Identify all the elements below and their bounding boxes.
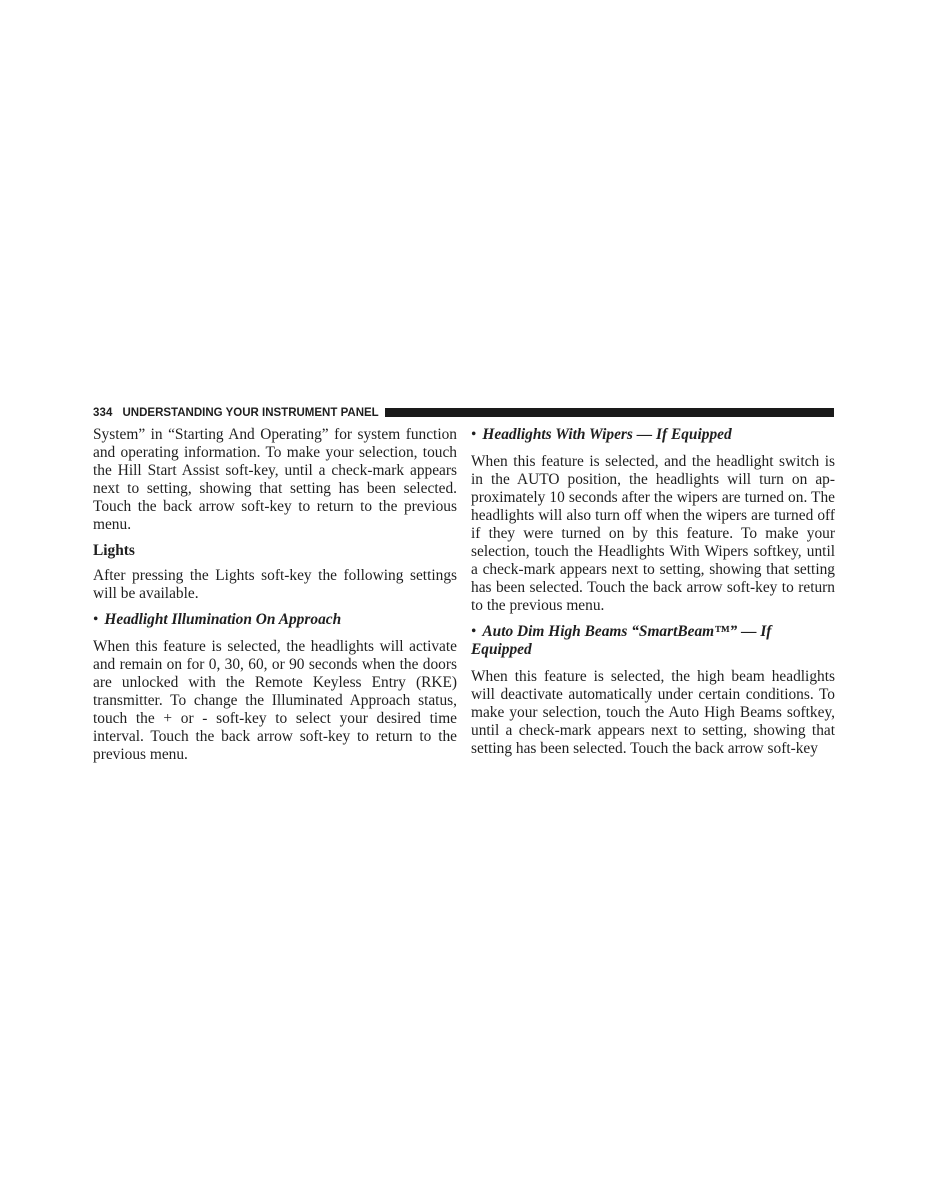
page-number: 334 (93, 407, 113, 419)
bullet-headlights-with-wipers (471, 426, 835, 444)
paragraph-headlight-illumination: When this feature is selected, the headlights will activate and remain on for 0, 30, 60, or 90 seconds when the doors are unlocked with the Remote Keyless Entry (RKE) transmitter. To change the Illuminated Approach status, touch the + or - soft-key to select your desired time interval. Touch the back arrow soft-key to return to the previous menu. (93, 638, 457, 763)
bullet-title: Headlights With Wipers — If Equipped (482, 426, 732, 443)
bullet-headlight-illumination (93, 611, 457, 629)
paragraph-lights-intro: After pressing the Lights soft-key the following settings will be available. (93, 567, 457, 602)
bullet-icon: • (93, 611, 99, 628)
lights-heading: Lights (93, 542, 135, 559)
bullet-title: Headlight Illumination On Approach (104, 611, 342, 628)
right-column (471, 426, 835, 766)
page-header (93, 404, 834, 422)
bullet-title: Auto Dim High Beams “SmartBeam™” — If Equipped (471, 623, 772, 658)
bullet-auto-dim-high-beams (471, 623, 835, 659)
paragraph-hill-start-continued: System” in “Starting And Operating” for system function and operating information. To make your selection, touch the Hill Start Assist soft-key, until a check-mark appears next to setting, showing that setting has been selected. Touch the back arrow soft-key to return to the previous menu. (93, 426, 457, 533)
left-column (93, 426, 457, 772)
header-rule (385, 408, 834, 417)
paragraph-auto-dim-high-beams: When this feature is selected, the high beam headlights will deactivate automatically under certain conditions. To make your selection, touch the Auto High Beams softkey, until a check-mark appears next to setting, showing that setting has been selected. Touch the back arrow soft-key (471, 668, 835, 757)
paragraph-headlights-with-wipers: When this feature is selected, and the headlight switch is in the AUTO position, the headlights will turn on ap-proximately 10 seconds after the wipers are turned on. The headlights will also turn off when the wipers are turned off if they were turned on by this feature. To make your selection, touch the Headlights With Wipers softkey, until a check-mark appears next to setting, showing that setting has been selected. Touch the back arrow soft-key to return to the previous menu. (471, 453, 835, 614)
bullet-icon: • (471, 426, 477, 443)
section-title: UNDERSTANDING YOUR INSTRUMENT PANEL (122, 407, 379, 419)
bullet-icon: • (471, 623, 477, 640)
